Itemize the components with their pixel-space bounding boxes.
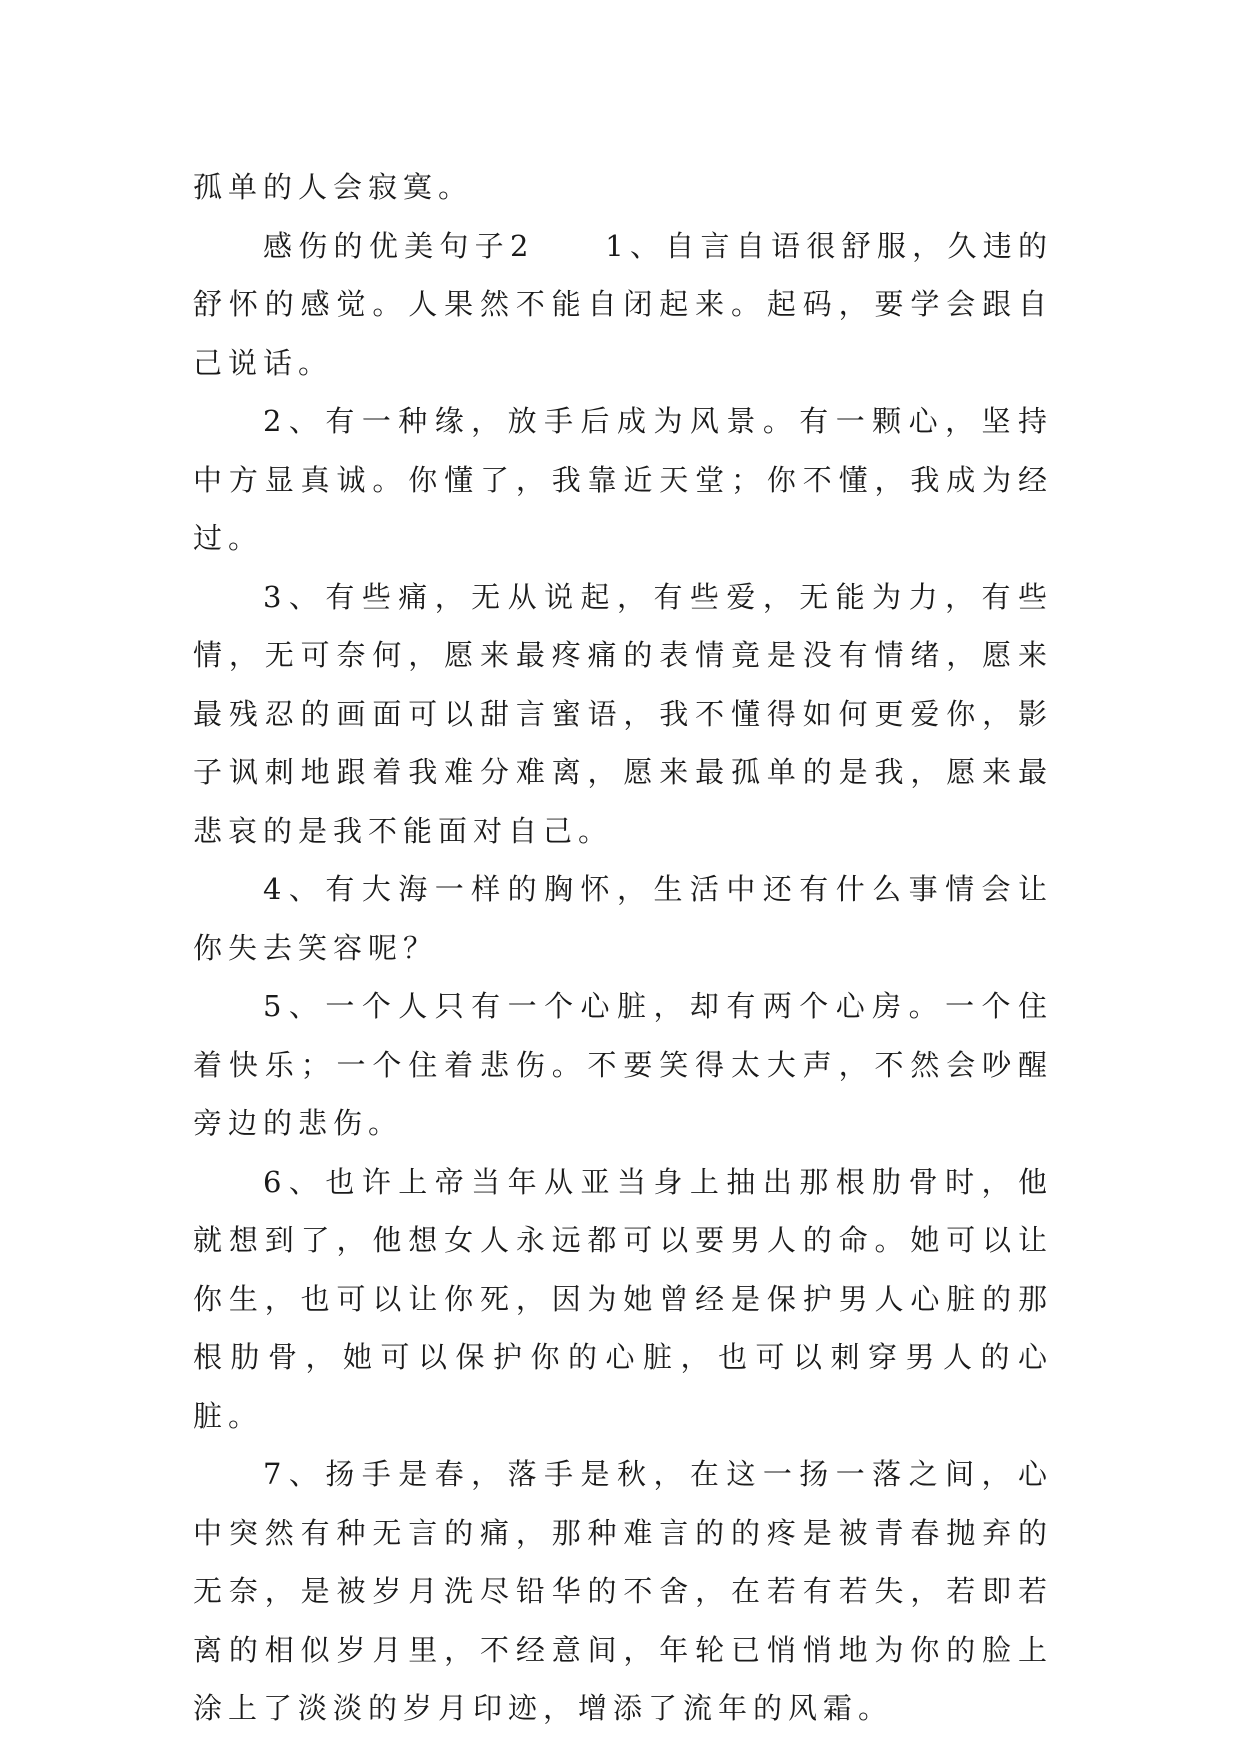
paragraph-item-2: 2、有一种缘，放手后成为风景。有一颗心，坚持中方显真诚。你懂了，我靠近天堂；你不懂，我成为经过。 bbox=[193, 404, 1053, 555]
paragraph-item-7: 7、扬手是春，落手是秋，在这一扬一落之间，心中突然有种无言的痛，那种难言的的疼是被青春抛弃的无奈，是被岁月洗尽铅华的不舍，在若有若失，若即若离的相似岁月里，不经意间，年轮已悄悄地为你的脸上涂上了淡淡的岁月印迹，增添了流年的风霜。 bbox=[193, 1457, 1053, 1725]
paragraph-item-4: 4、有大海一样的胸怀，生活中还有什么事情会让你失去笑容呢？ bbox=[193, 872, 1053, 965]
document-body bbox=[193, 158, 1053, 1738]
paragraph-heading-item-1: 感伤的优美句子2 1、自言自语很舒服，久违的舒怀的感觉。人果然不能自闭起来。起码，要学会跟自己说话。 bbox=[193, 228, 1053, 380]
paragraph-item-6: 6、也许上帝当年从亚当身上抽出那根肋骨时，他就想到了，他想女人永远都可以要男人的命。她可以让你生，也可以让你死，因为她曾经是保护男人心脏的那根肋骨，她可以保护你的心脏，也可以刺穿男人的心脏。 bbox=[193, 1164, 1053, 1433]
paragraph-item-3: 3、有些痛，无从说起，有些爱，无能为力，有些情，无可奈何，愿来最疼痛的表情竟是没有情绪，愿来最残忍的画面可以甜言蜜语，我不懂得如何更爱你，影子讽刺地跟着我难分难离，愿来最孤单的是我，愿来最悲哀的是我不能面对自己。 bbox=[193, 579, 1053, 848]
paragraph-item-5: 5、一个人只有一个心脏，却有两个心房。一个住着快乐；一个住着悲伤。不要笑得太大声，不然会吵醒旁边的悲伤。 bbox=[193, 989, 1053, 1140]
paragraph-continuation: 孤单的人会寂寞。 bbox=[193, 170, 474, 204]
